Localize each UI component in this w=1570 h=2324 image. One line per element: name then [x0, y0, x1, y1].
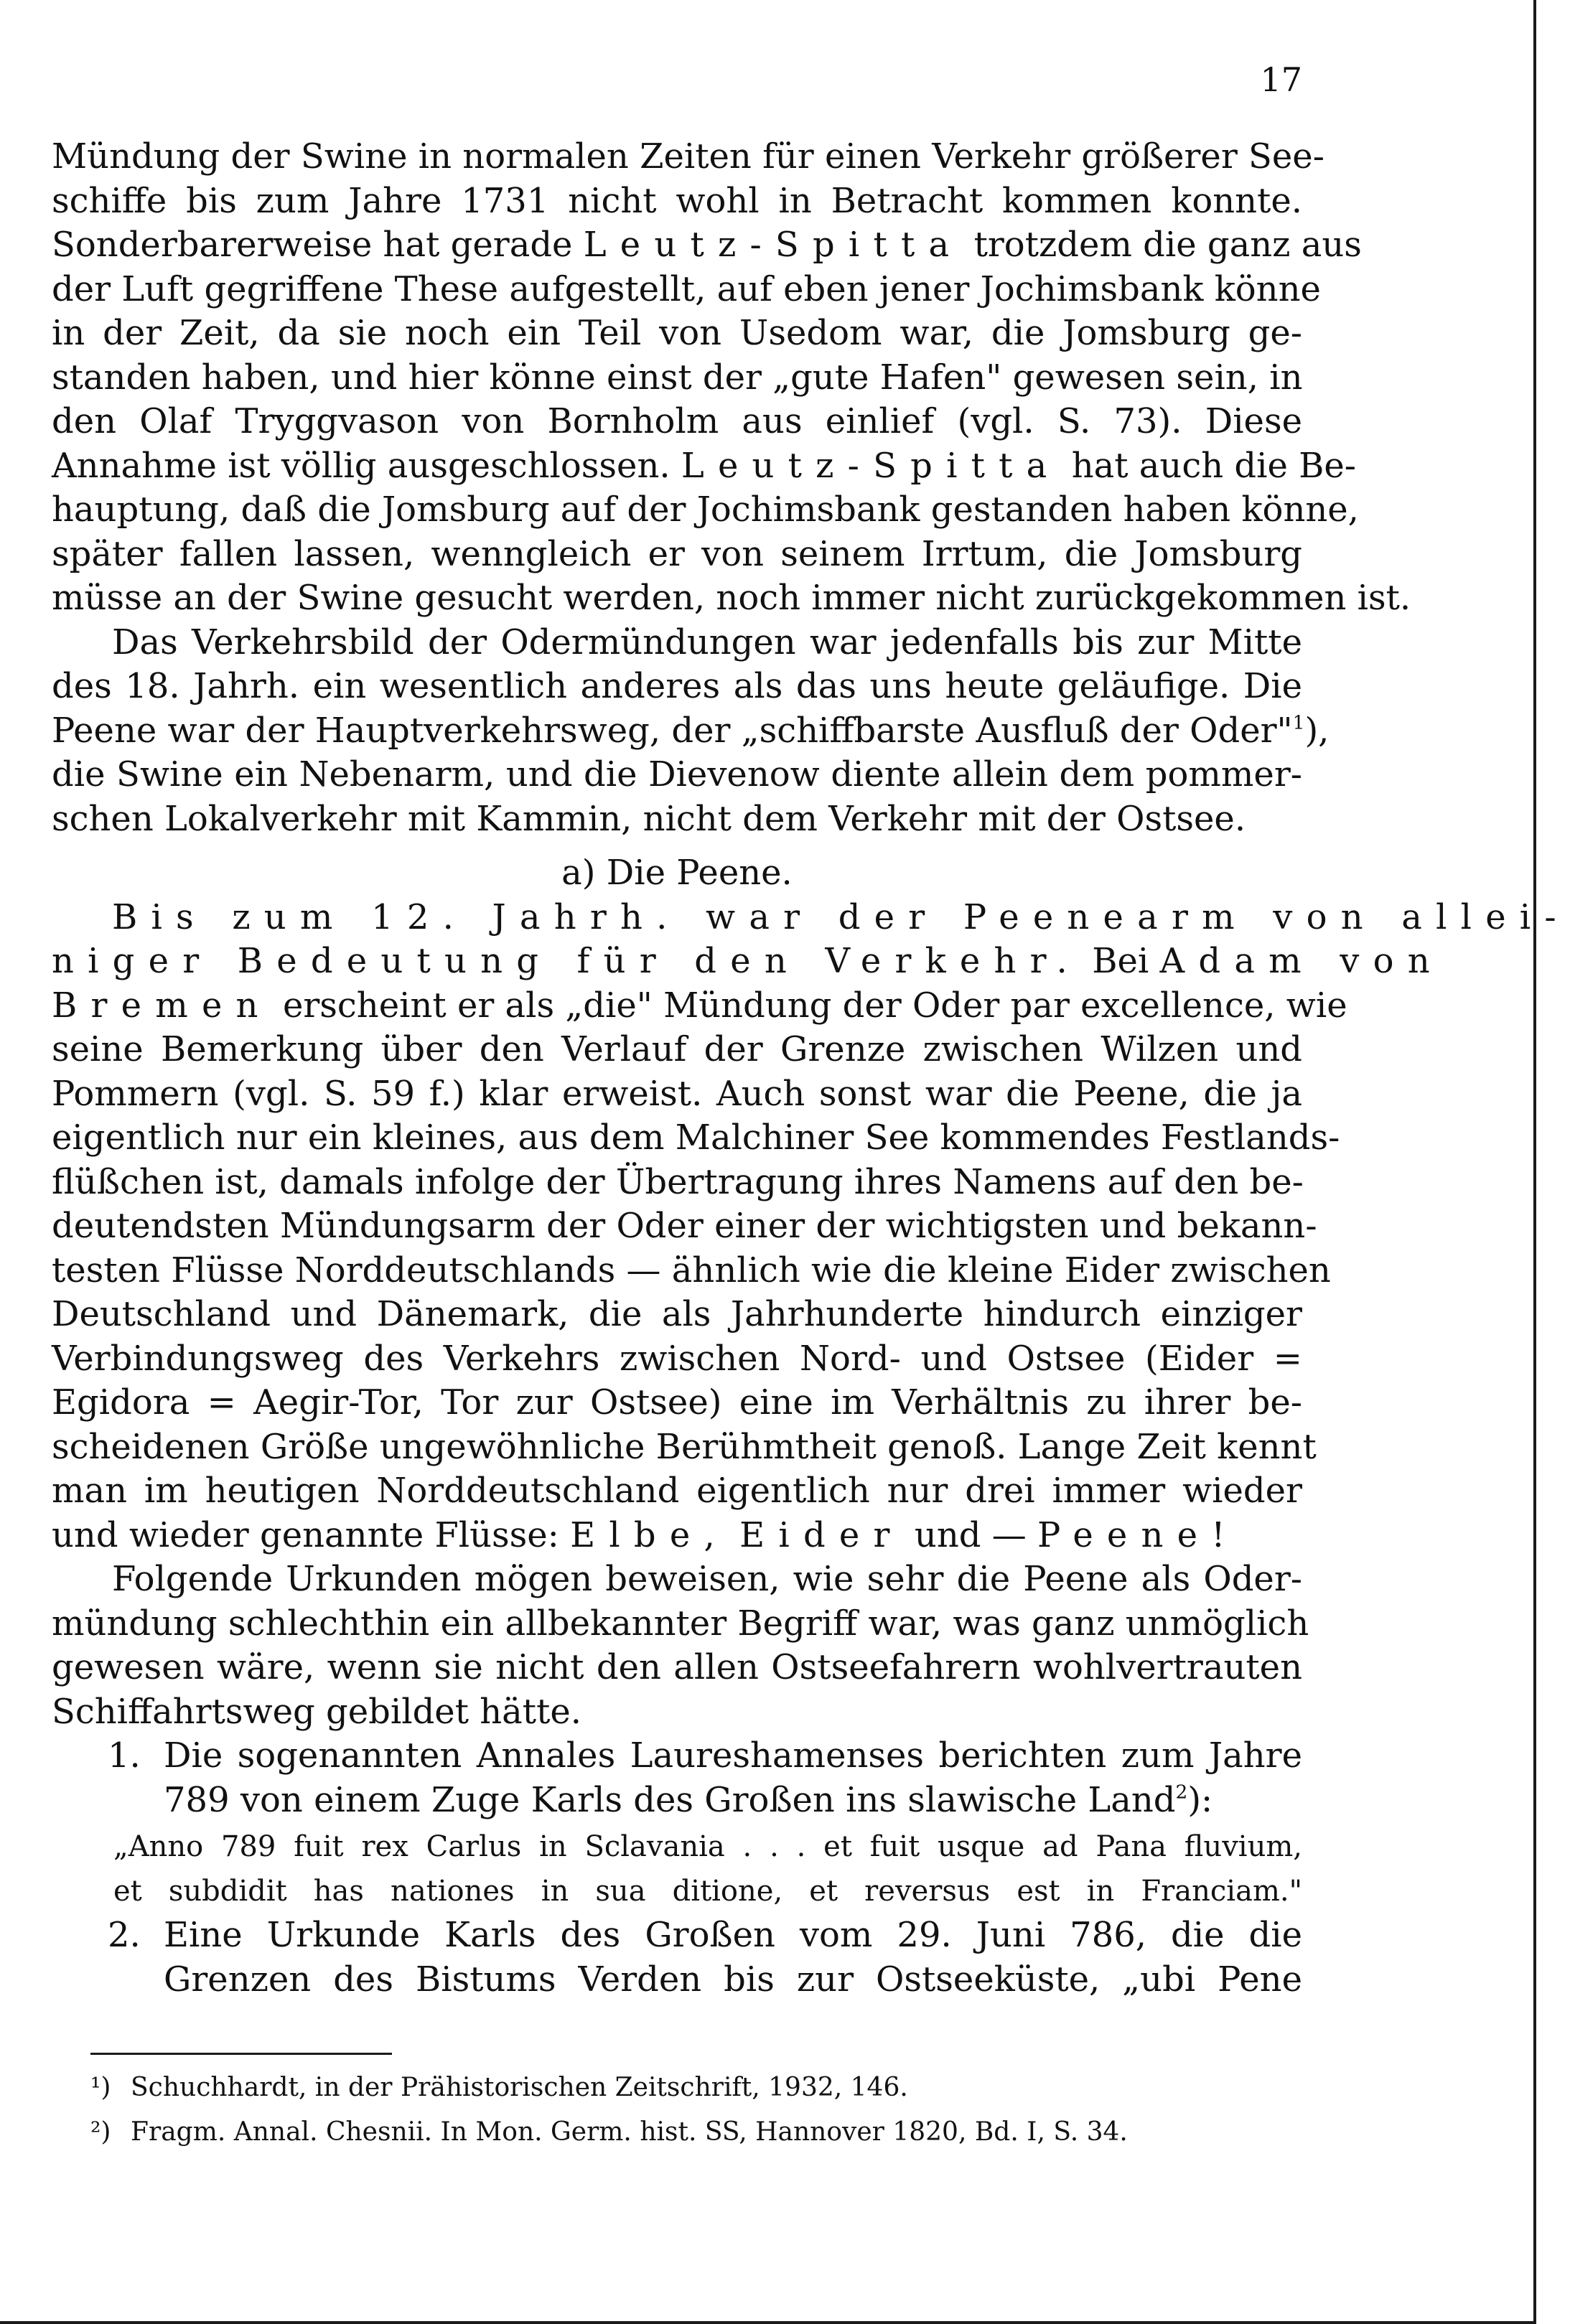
text-line: deutendsten Mündungsarm der Oder einer der wichtigsten und bekann-	[52, 1206, 1317, 1246]
footnote	[90, 2066, 1302, 2110]
text-segment: 789 von einem Zuge Karls des Großen ins slawische Land	[164, 1779, 1176, 1820]
text-line: mündung schlechthin ein allbekannter Begriff war, was ganz unmöglich	[52, 1603, 1309, 1644]
text-line	[52, 223, 1362, 268]
list-item	[52, 1734, 1302, 1822]
text-line: müsse an der Swine gesucht werden, noch immer nicht zurückgekommen ist.	[52, 578, 1411, 618]
text-segment: und wieder genannte Flüsse:	[52, 1514, 559, 1555]
page-number: 17	[1260, 60, 1302, 99]
text-line	[52, 984, 1347, 1029]
text-line	[52, 709, 1330, 754]
footnote-ref: 1	[1292, 711, 1305, 734]
text-line: der Luft gegriffene These aufgestellt, auf eben jener Jochimsbank könne	[52, 268, 1321, 309]
text-line: Folgende Urkunden mögen beweisen, wie sehr die Peene als Oder-	[112, 1559, 1302, 1599]
footnote-ref: 2	[1175, 1781, 1188, 1804]
author-name: Adam von	[1159, 941, 1444, 981]
text-line: Grenzen des Bistums Verden bis zur Ostseeküste, „ubi Pene	[164, 1959, 1302, 2000]
author-name: Leutz-Spitta	[583, 225, 963, 265]
footnote-text: Schuchhardt, in der Prähistorischen Zeitschrift, 1932, 146.	[131, 2073, 908, 2102]
text-line: 2. Eine Urkunde Karls des Großen vom 29. Juni 786, die die	[108, 1915, 1302, 1955]
text-line: Egidora = Aegir-Tor, Tor zur Ostsee) eine im Verhältnis zu ihrer be-	[52, 1382, 1302, 1423]
text-line: Das Verkehrsbild der Odermündungen war jedenfalls bis zur Mitte	[112, 622, 1302, 662]
author-name: Bremen	[52, 985, 272, 1026]
river-name: Elbe,	[570, 1514, 729, 1555]
text-line: Verbindungsweg des Verkehrs zwischen Nord- und Ostsee (Eider =	[52, 1338, 1302, 1379]
quote-line: „Anno 789 fuit rex Carlus in Sclavania . . . et fuit usque ad Pana fluvium,	[113, 1830, 1302, 1863]
text-line: des 18. Jahrh. ein wesentlich anderes als das uns heute geläufige. Die	[52, 666, 1302, 706]
text-line: seine Bemerkung über den Verlauf der Grenze zwischen Wilzen und	[52, 1029, 1302, 1069]
quote-line: et subdidit has nationes in sua ditione, et reversus est in Franciam."	[113, 1874, 1302, 1908]
footnote-text: Fragm. Annal. Chesnii. In Mon. Germ. hist. SS, Hannover 1820, Bd. I, S. 34.	[131, 2117, 1128, 2147]
list-item	[52, 1913, 1302, 2002]
footnotes	[90, 2066, 1302, 2155]
text-line: Mündung der Swine in normalen Zeiten für einen Verkehr größerer See-	[52, 136, 1324, 177]
text-segment: trotzdem die ganz aus	[973, 225, 1362, 265]
text-line: in der Zeit, da sie noch ein Teil von Usedom war, die Jomsburg ge-	[52, 313, 1302, 353]
footnote-number: ¹)	[90, 2073, 111, 2102]
text-line: Schiffahrtsweg gebildet hätte.	[52, 1691, 582, 1732]
footnote-divider	[90, 2053, 392, 2055]
text-segment: Die sogenannten Annales Laureshamenses berichten zum Jahre	[164, 1735, 1302, 1776]
text-line-emphasis: Bis zum 12. Jahrh. war der Peenearm von allei-	[112, 896, 1570, 937]
text-emphasis: niger Bedeutung für den Verkehr.	[52, 941, 1081, 981]
text-line: testen Flüsse Norddeutschlands — ähnlich wie die kleine Eider zwischen	[52, 1250, 1331, 1290]
text-segment: Peene war der Hauptverkehrsweg, der „schiffbarste Ausfluß der Oder"	[52, 710, 1293, 751]
text-line: Pommern (vgl. S. 59 f.) klar erweist. Auch sonst war die Peene, die ja	[52, 1073, 1302, 1114]
text-line: 1. Die sogenannten Annales Laureshamenses berichten zum Jahre	[108, 1735, 1302, 1776]
river-name: Peene!	[1037, 1514, 1239, 1555]
text-line	[164, 1779, 1302, 1823]
text-line: die Swine ein Nebenarm, und die Dievenow diente allein dem pommer-	[52, 754, 1302, 795]
text-line: hauptung, daß die Jomsburg auf der Jochimsbank gestanden haben könne,	[52, 489, 1359, 530]
text-line: Deutschland und Dänemark, die als Jahrhunderte hindurch einziger	[52, 1294, 1302, 1334]
text-line	[52, 940, 1444, 984]
text-line: flüßchen ist, damals infolge der Übertragung ihres Namens auf den be-	[52, 1161, 1304, 1202]
text-line: eigentlich nur ein kleines, aus dem Malchiner See kommendes Festlands-	[52, 1118, 1340, 1158]
body-text	[52, 135, 1570, 2002]
text-line: gewesen wäre, wenn sie nicht den allen Ostseefahrern wohlvertrauten	[52, 1647, 1302, 1687]
text-segment: ),	[1304, 710, 1330, 751]
text-segment: Eine Urkunde Karls des Großen vom 29. Juni 786, die die	[164, 1915, 1302, 1955]
latin-quote	[52, 1825, 1302, 1913]
text-line: standen haben, und hier könne einst der „gute Hafen" gewesen sein, in	[52, 357, 1303, 398]
text-segment: Sonderbarerweise hat gerade	[52, 225, 573, 265]
text-line: man im heutigen Norddeutschland eigentlich nur drei immer wieder	[52, 1471, 1302, 1511]
section-heading: a) Die Peene.	[561, 853, 793, 893]
text-line: später fallen lassen, wenngleich er von seinem Irrtum, die Jomsburg	[52, 533, 1302, 574]
text-segment: und —	[914, 1514, 1027, 1555]
text-line: scheidenen Größe ungewöhnliche Berühmtheit genoß. Lange Zeit kennt	[52, 1426, 1317, 1467]
text-segment: ):	[1187, 1779, 1213, 1820]
text-line	[52, 444, 1357, 489]
text-segment: Annahme ist völlig ausgeschlossen.	[52, 445, 670, 486]
author-name: Leutz-Spitta	[681, 445, 1061, 486]
text-segment: hat auch die Be-	[1071, 445, 1357, 486]
text-line: schiffe bis zum Jahre 1731 nicht wohl in Betracht kommen konnte.	[52, 180, 1302, 221]
river-name: Eider	[739, 1514, 904, 1555]
text-line	[52, 1514, 1302, 1558]
text-line: den Olaf Tryggvason von Bornholm aus einlief (vgl. S. 73). Diese	[52, 401, 1302, 441]
footnote	[90, 2110, 1302, 2155]
footnote-number: ²)	[90, 2117, 111, 2147]
text-segment: erscheint er als „die" Mündung der Oder par excellence, wie	[282, 985, 1347, 1026]
text-segment: Bei	[1092, 941, 1149, 981]
text-line: schen Lokalverkehr mit Kammin, nicht dem Verkehr mit der Ostsee.	[52, 798, 1246, 839]
